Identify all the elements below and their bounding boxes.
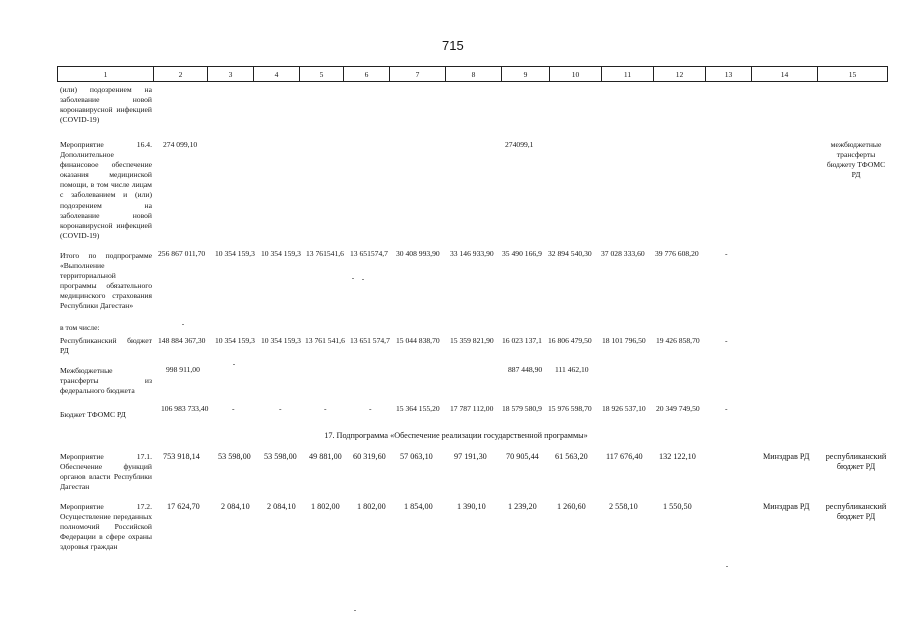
cell-2014: 53 598,00 — [218, 452, 251, 461]
cell-2021: 1 260,60 — [557, 502, 586, 511]
cell-2016: 13 761541,6 — [306, 249, 344, 258]
cell-2016: 49 881,00 — [309, 452, 342, 461]
cell-2016: 13 761 541,6 — [305, 336, 345, 345]
scan-speck — [352, 278, 354, 279]
cell-total: 753 918,14 — [163, 452, 200, 461]
funding-source: республиканский бюджет РД — [825, 502, 887, 522]
column-number-header — [57, 66, 888, 82]
row-label: в том числе: — [60, 323, 100, 332]
column-header: 13 — [706, 67, 752, 82]
cell-2020: 35 490 166,9 — [502, 249, 542, 258]
cell-2022: 2 558,10 — [609, 502, 638, 511]
cell-total: 106 983 733,40 — [161, 404, 209, 413]
scan-speck — [362, 279, 364, 280]
column-header: 7 — [390, 67, 446, 82]
row-label: Итого по подпрограмме «Выполнение территориальной программы обязательного медицинского страхования Республики Дагестан» — [60, 251, 152, 311]
cell-2019: 15 359 821,90 — [450, 336, 494, 345]
cell-2014: 2 084,10 — [221, 502, 250, 511]
cell-2016: 1 802,00 — [311, 502, 340, 511]
cell-2021: 32 894 540,30 — [548, 249, 592, 258]
cell-2020: 70 905,44 — [506, 452, 539, 461]
row-label: Мероприятие 17.1. Обеспечение функций органов власти Республики Дагестан — [60, 452, 152, 492]
cell-2014: 10 354 159,3 — [215, 249, 255, 258]
cell-2015: 10 354 159,3 — [261, 249, 301, 258]
column-header: 15 — [818, 67, 888, 82]
cell-2020: 887 448,90 — [508, 365, 543, 374]
row-label: (или) подозрением на заболевание новой коронавирусной инфекцией (COVID-19) — [60, 85, 152, 125]
column-header: 9 — [502, 67, 550, 82]
scan-speck — [182, 324, 184, 325]
cell-2022: 37 028 333,60 — [601, 249, 645, 258]
cell-2019: 17 787 112,00 — [450, 404, 494, 413]
cell-total: 148 884 367,30 — [158, 336, 206, 345]
cell-2017: 13 651574,7 — [350, 249, 388, 258]
row-label: Мероприятие 17.2. Осуществление переданных полномочий Российской Федерации в сфере охраны здоровья граждан — [60, 502, 152, 552]
cell-dash: - — [725, 336, 728, 345]
cell-2022: 18 926 537,10 — [602, 404, 646, 413]
column-header: 10 — [550, 67, 602, 82]
cell-2018: 15 044 838,70 — [396, 336, 440, 345]
scan-speck — [726, 566, 728, 567]
cell-2017: 13 651 574,7 — [350, 336, 390, 345]
cell-dash: - — [279, 404, 282, 413]
cell-2020: 1 239,20 — [508, 502, 537, 511]
cell-dash: - — [725, 404, 728, 413]
column-header: 12 — [654, 67, 706, 82]
cell-dash: - — [232, 404, 235, 413]
row-label: Республиканский бюджет РД — [60, 336, 152, 356]
cell-2019: 33 146 933,90 — [450, 249, 494, 258]
cell-total: 998 911,00 — [166, 365, 200, 374]
cell-2023: 20 349 749,50 — [656, 404, 700, 413]
cell-total: 17 624,70 — [167, 502, 200, 511]
cell-2019: 97 191,30 — [454, 452, 487, 461]
column-header: 1 — [58, 67, 154, 82]
cell-2020: 16 023 137,1 — [502, 336, 542, 345]
subprogram-title: 17. Подпрограмма «Обеспечение реализации государственной программы» — [324, 431, 588, 440]
column-header: 4 — [254, 67, 300, 82]
cell-dash: - — [369, 404, 372, 413]
column-header: 2 — [154, 67, 208, 82]
page-number: 715 — [442, 38, 464, 53]
cell-2021: 15 976 598,70 — [548, 404, 592, 413]
cell-total: 274 099,10 — [163, 140, 198, 149]
column-header: 5 — [300, 67, 344, 82]
cell-dash: - — [725, 249, 728, 258]
cell-2023: 1 550,50 — [663, 502, 692, 511]
column-header: 14 — [752, 67, 818, 82]
cell-2017: 60 319,60 — [353, 452, 386, 461]
cell-2021: 16 806 479,50 — [548, 336, 592, 345]
cell-2017: 1 802,00 — [357, 502, 386, 511]
cell-2020: 18 579 580,9 — [502, 404, 542, 413]
cell-2018: 1 854,00 — [404, 502, 433, 511]
cell-2021: 111 462,10 — [555, 365, 589, 374]
cell-2023: 132 122,10 — [659, 452, 696, 461]
cell-2015: 53 598,00 — [264, 452, 297, 461]
scan-speck — [233, 364, 235, 365]
cell-2023: 39 776 608,20 — [655, 249, 699, 258]
cell-2019: 1 390,10 — [457, 502, 486, 511]
cell-2018: 57 063,10 — [400, 452, 433, 461]
column-header: 6 — [344, 67, 390, 82]
funding-source: межбюджетные трансферты бюджету ТФОМС РД — [826, 140, 886, 180]
responsible-executor: Минздрав РД — [763, 452, 810, 461]
row-label: Мероприятие 16.4. Дополнительное финансовое обеспечение оказания медицинской помощи, в том числе лицам с заболеванием и (или) подозрением на заболевание новой коронавирусной инфекцией (COVID-19) — [60, 140, 152, 240]
row-label: Межбюджетные трансферты из федерального бюджета — [60, 366, 152, 396]
cell-2022: 18 101 796,50 — [602, 336, 646, 345]
cell-total: 256 867 011,70 — [158, 249, 206, 258]
column-header: 11 — [602, 67, 654, 82]
cell-2018: 30 408 993,90 — [396, 249, 440, 258]
responsible-executor: Минздрав РД — [763, 502, 810, 511]
cell-2015: 2 084,10 — [267, 502, 296, 511]
cell-2015: 10 354 159,3 — [261, 336, 301, 345]
cell-dash: - — [324, 404, 327, 413]
column-header: 8 — [446, 67, 502, 82]
cell-2021: 61 563,20 — [555, 452, 588, 461]
cell-2021: 274099,1 — [505, 140, 534, 149]
scan-speck — [354, 610, 356, 611]
funding-source: республиканский бюджет РД — [825, 452, 887, 472]
cell-2022: 117 676,40 — [606, 452, 643, 461]
cell-2018: 15 364 155,20 — [396, 404, 440, 413]
cell-2014: 10 354 159,3 — [215, 336, 255, 345]
column-header: 3 — [208, 67, 254, 82]
row-label: Бюджет ТФОМС РД — [60, 410, 126, 419]
cell-2023: 19 426 858,70 — [656, 336, 700, 345]
